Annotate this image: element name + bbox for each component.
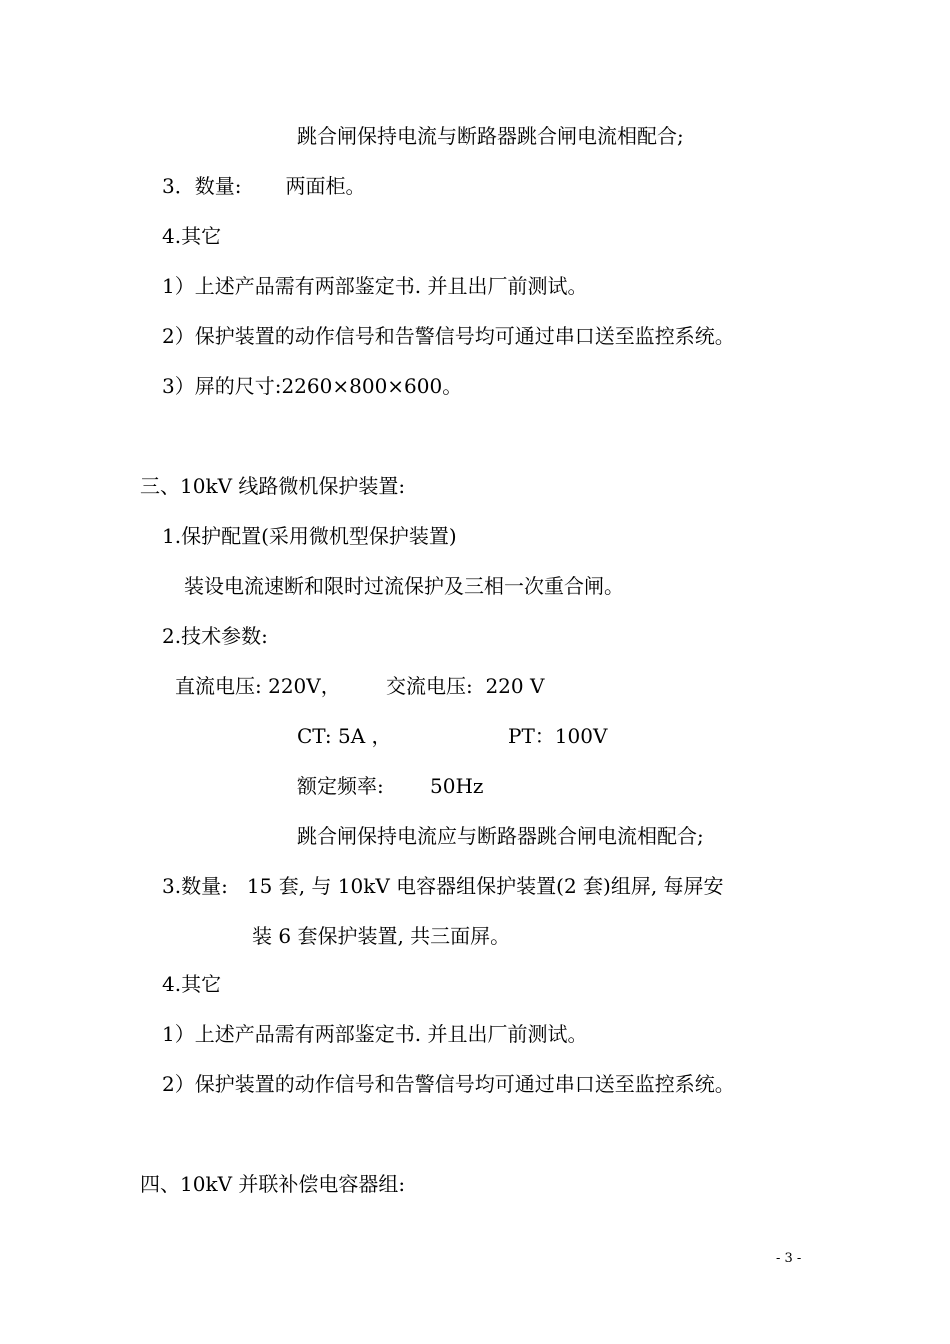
other-item: 1）上述产品需有两部鉴定书. 并且出厂前测试。 bbox=[162, 1022, 588, 1046]
tech-params-heading: 2.技术参数: bbox=[162, 624, 268, 648]
quantity-line-continued: 装 6 套保护装置, 共三面屏。 bbox=[252, 924, 511, 948]
other-item: 1）上述产品需有两部鉴定书. 并且出厂前测试。 bbox=[162, 274, 588, 298]
pt-value: PT：100V bbox=[508, 724, 608, 748]
other-heading: 4.其它 bbox=[162, 972, 222, 996]
quantity-value: 两面柜。 bbox=[285, 174, 366, 198]
quantity-line: 3.数量: 15 套, 与 10kV 电容器组保护装置(2 套)组屏, 每屏安 bbox=[162, 874, 724, 898]
ct-value: CT: 5A ， bbox=[297, 724, 392, 748]
section-4-heading: 四、10kV 并联补偿电容器组: bbox=[140, 1172, 406, 1196]
other-item: 2）保护装置的动作信号和告警信号均可通过串口送至监控系统。 bbox=[162, 1072, 735, 1096]
page-number: - 3 - bbox=[776, 1251, 802, 1266]
dc-voltage: 直流电压: 220V， bbox=[175, 674, 341, 698]
protection-config-text: 装设电流速断和限时过流保护及三相一次重合闸。 bbox=[184, 574, 624, 598]
section-3-heading: 三、10kV 线路微机保护装置: bbox=[140, 474, 406, 498]
other-item: 3）屏的尺寸:2260×800×600。 bbox=[162, 374, 463, 398]
trip-current-text: 跳合闸保持电流与断路器跳合闸电流相配合; bbox=[297, 124, 684, 148]
quantity-label: 3．数量: bbox=[162, 174, 242, 198]
quantity-line bbox=[162, 172, 365, 200]
frequency-value: 50Hz bbox=[430, 774, 484, 798]
protection-config-heading: 1.保护配置(采用微机型保护装置) bbox=[162, 524, 457, 548]
frequency-label: 额定频率: bbox=[297, 774, 384, 798]
trip-current-text: 跳合闸保持电流应与断路器跳合闸电流相配合; bbox=[297, 824, 704, 848]
other-item: 2）保护装置的动作信号和告警信号均可通过串口送至监控系统。 bbox=[162, 324, 735, 348]
ac-voltage: 交流电压: 220 V bbox=[386, 674, 545, 698]
other-heading: 4.其它 bbox=[162, 224, 222, 248]
